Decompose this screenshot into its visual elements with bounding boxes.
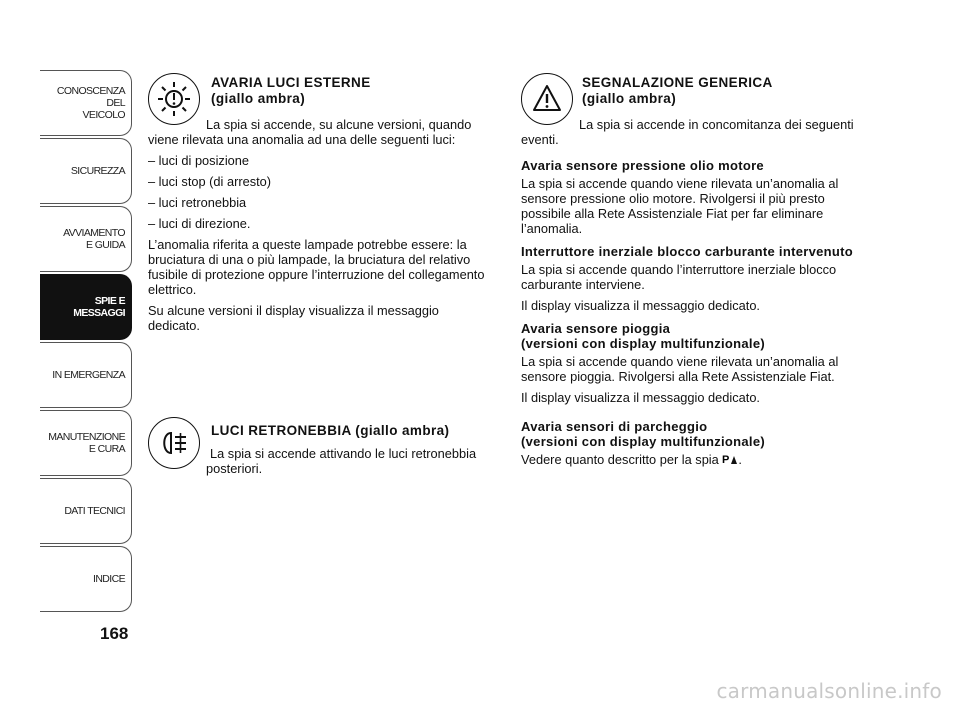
paragraph: Vedere quanto descritto per la spia P . bbox=[521, 452, 742, 467]
rear-fog-light-icon bbox=[148, 417, 200, 469]
page-number: 168 bbox=[100, 624, 129, 643]
paragraph-text: Vedere quanto descritto per la spia bbox=[521, 452, 719, 467]
subheading: Interruttore inerziale blocco carburante intervenuto bbox=[521, 244, 853, 259]
paragraph: La spia si accende quando l’interruttore inerziale blocco carburante interviene. bbox=[521, 262, 837, 292]
paragraph: Il display visualizza il messaggio dedicato. bbox=[521, 390, 760, 405]
subheading: Avaria sensore pioggia bbox=[521, 321, 671, 336]
list-item: – luci retronebbia bbox=[148, 195, 247, 210]
tab-label: DATI TECNICI bbox=[64, 505, 125, 517]
title-line: (giallo ambra) bbox=[211, 91, 306, 106]
subheading: (versioni con display multifunzionale) bbox=[521, 434, 765, 449]
section-title-avaria-luci bbox=[211, 75, 371, 107]
section-title-segnalazione bbox=[582, 75, 773, 107]
list-item: – luci di posizione bbox=[148, 153, 250, 168]
title-line: (giallo ambra) bbox=[582, 91, 677, 106]
tab-label: SPIE E MESSAGGI bbox=[73, 295, 125, 319]
tab-label: CONOSCENZA DEL VEICOLO bbox=[56, 85, 125, 121]
subheading: Avaria sensori di parcheggio bbox=[521, 419, 708, 434]
tab-label: MANUTENZIONE E CURA bbox=[48, 431, 125, 455]
svg-text:P: P bbox=[722, 454, 730, 465]
paragraph: La spia si accende quando viene rilevata un’anomalia al sensore pioggia. Rivolgersi alla Rete Assistenziale Fiat. bbox=[521, 354, 839, 384]
tab-label: AVVIAMENTO E GUIDA bbox=[63, 227, 125, 251]
tab-label: IN EMERGENZA bbox=[52, 369, 125, 381]
tab-indice[interactable] bbox=[40, 546, 132, 612]
title-line: SEGNALAZIONE GENERICA bbox=[582, 75, 773, 90]
parking-sensor-icon bbox=[722, 452, 738, 467]
tab-emergenza[interactable] bbox=[40, 342, 132, 408]
tab-dati-tecnici[interactable] bbox=[40, 478, 132, 544]
tab-conoscenza[interactable] bbox=[40, 70, 132, 136]
paragraph: La spia si accende attivando le luci retronebbia posteriori. bbox=[206, 446, 477, 476]
tab-sicurezza[interactable] bbox=[40, 138, 132, 204]
subheading: (versioni con display multifunzionale) bbox=[521, 336, 765, 351]
section-body-retronebbia bbox=[206, 446, 502, 476]
title-text: LUCI RETRONEBBIA bbox=[211, 423, 352, 438]
title-line: AVARIA LUCI ESTERNE bbox=[211, 75, 371, 90]
intro-text: La spia si accende in concomitanza dei seguenti eventi. bbox=[521, 117, 854, 147]
paragraph: L’anomalia riferita a queste lampade potrebbe essere: la bruciatura di una o più lampade, la bruciatura del relativo fusibile di protezione oppure l’interruzione del collegamento elettrico. bbox=[148, 237, 485, 297]
watermark: carmanualsonline.info bbox=[716, 679, 942, 703]
tab-label: SICUREZZA bbox=[70, 165, 125, 177]
paragraph: La spia si accende quando viene rilevata un’anomalia al sensore pressione olio motore. Rivolgersi il più presto possibile alla Rete Assistenziale Fiat per far eliminare l’anomalia. bbox=[521, 176, 839, 236]
subheading: Avaria sensore pressione olio motore bbox=[521, 158, 764, 173]
tab-spie-messaggi[interactable] bbox=[40, 274, 132, 340]
list-item: – luci stop (di arresto) bbox=[148, 174, 272, 189]
section-body-segnalazione bbox=[521, 117, 873, 467]
title-suffix: (giallo ambra) bbox=[351, 423, 450, 438]
section-title-retronebbia bbox=[211, 423, 449, 439]
section-body-avaria-luci bbox=[148, 117, 493, 333]
tab-label: INDICE bbox=[93, 573, 125, 585]
paragraph: La spia si accende, su alcune versioni, quando viene rilevata una anomalia ad una delle seguenti luci: bbox=[148, 117, 472, 147]
list-item: – luci di direzione. bbox=[148, 216, 251, 231]
tab-avviamento[interactable] bbox=[40, 206, 132, 272]
paragraph: Il display visualizza il messaggio dedicato. bbox=[521, 298, 760, 313]
paragraph: Su alcune versioni il display visualizza il messaggio dedicato. bbox=[148, 303, 439, 333]
tab-manutenzione[interactable] bbox=[40, 410, 132, 476]
paragraph bbox=[521, 117, 873, 147]
